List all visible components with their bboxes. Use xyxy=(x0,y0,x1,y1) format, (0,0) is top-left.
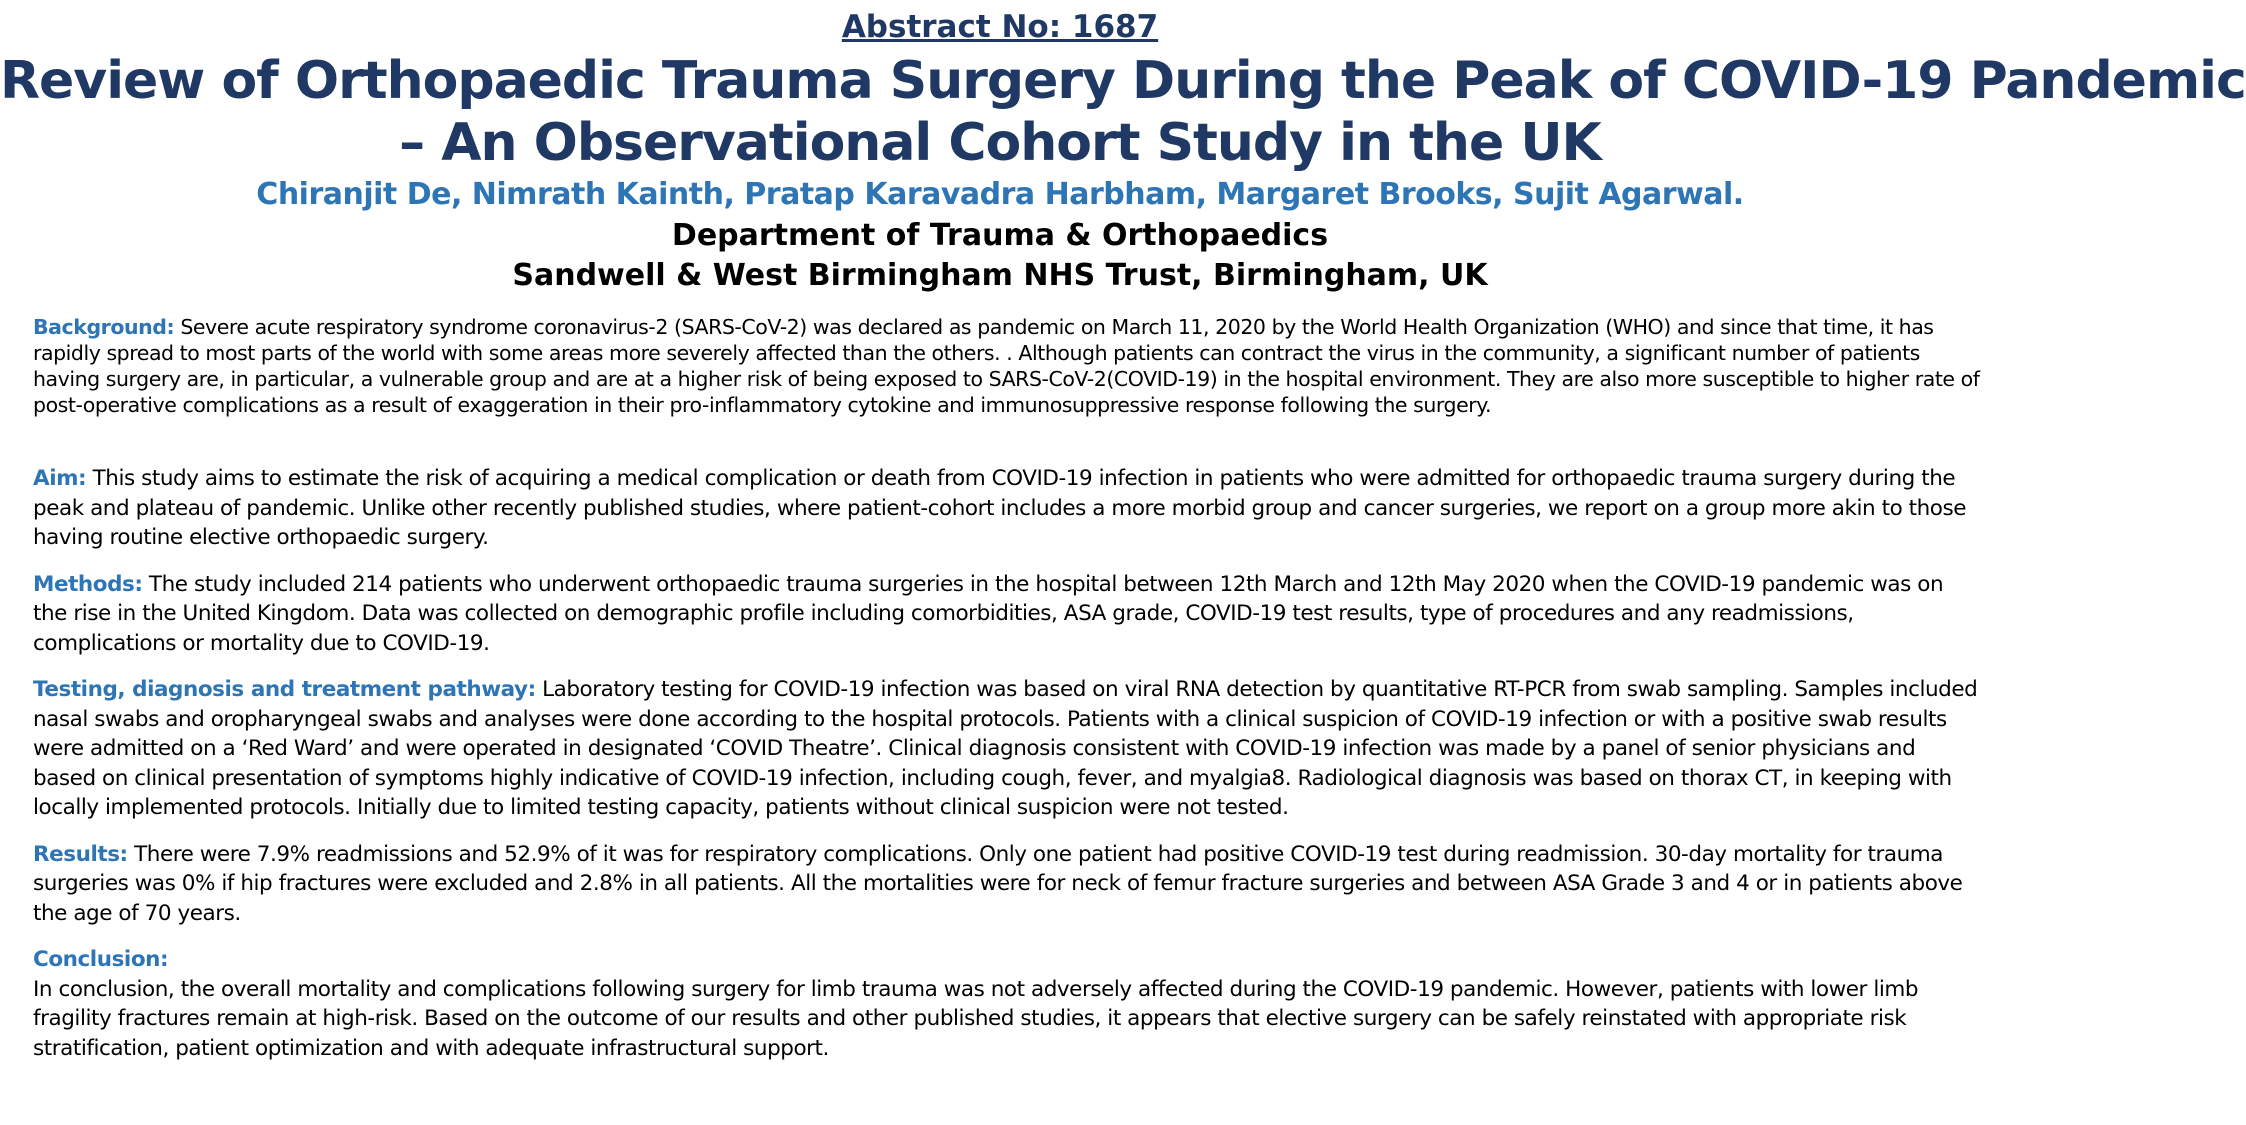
aim-text: This study aims to estimate the risk of acquiring a medical complication or death from COVID-19 infection in patients who were admitted for orthopaedic trauma surgery during the peak and plateau of pandemic. Unlike other recently published studies, where patient-cohort includes a more morbid group and cancer surgeries, we report on a group more akin to those having routine elective orthopaedic surgery. xyxy=(33,466,1967,550)
aim-label: Aim: xyxy=(33,466,87,491)
affiliation xyxy=(0,216,2000,296)
testing-text: Laboratory testing for COVID-19 infection was based on viral RNA detection by quantitative RT-PCR from swab sampling. Samples included nasal swabs and oropharyngeal swabs and analyses were done according to the hospital protocols. Patients with a clinical suspicion of COVID-19 infection or with a positive swab results were admitted on a ‘Red Ward’ and were operated in designated ‘COVID Theatre’. Clinical diagnosis consistent with COVID-19 infection was made by a panel of senior physicians and based on clinical presentation of symptoms highly indicative of COVID-19 infection, including cough, fever, and myalgia8. Radiological diagnosis was based on thorax CT, in keeping with locally implemented protocols. Initially due to limited testing capacity, patients without clinical suspicion were not tested. xyxy=(33,677,1978,820)
background-label: Background: xyxy=(33,315,175,339)
paper-title xyxy=(0,50,2246,174)
methods-label: Methods: xyxy=(33,571,143,597)
results-label: Results: xyxy=(33,841,128,867)
department: Department of Trauma & Orthopaedics xyxy=(671,218,1329,253)
section-aim xyxy=(33,464,1983,553)
section-conclusion xyxy=(33,945,1983,1063)
abstract-number: Abstract No: 1687 xyxy=(841,9,1159,45)
author-list: Chiranjit De, Nimrath Kainth, Pratap Karavadra Harbham, Margaret Brooks, Sujit Agarwal. xyxy=(256,177,1744,212)
testing-label: Testing, diagnosis and treatment pathway: xyxy=(33,677,536,702)
section-background xyxy=(33,314,1983,418)
section-testing xyxy=(33,675,1983,823)
background-text: Severe acute respiratory syndrome coronavirus-2 (SARS-CoV-2) was declared as pandemic on March 11, 2020 by the World Health Organization (WHO) and since that time, it has rapidly spread to most parts of the world with some areas more severely affected than the others. . Although patients can contract the virus in the community, a significant number of patients having surgery are, in particular, a vulnerable group and are at a higher risk of being exposed to SARS-CoV-2(COVID-19) in the hospital environment. They are also more susceptible to higher rate of post-operative complications as a result of exaggeration in their pro-inflammatory cytokine and immunosuppressive response following the surgery. xyxy=(33,315,1980,417)
section-results xyxy=(33,840,1983,929)
title-line-2: – An Observational Cohort Study in the UK xyxy=(399,113,1601,173)
institution: Sandwell & West Birmingham NHS Trust, Birmingham, UK xyxy=(512,258,1488,293)
methods-text: The study included 214 patients who underwent orthopaedic trauma surgeries in the hospital between 12th March and 12th May 2020 when the COVID-19 pandemic was on the rise in the United Kingdom. Data was collected on demographic profile including comorbidities, ASA grade, COVID-19 test results, type of procedures and any readmissions, complications or mortality due to COVID-19. xyxy=(33,571,1944,656)
section-methods xyxy=(33,570,1983,659)
title-line-1: Review of Orthopaedic Trauma Surgery During the Peak of COVID-19 Pandemic xyxy=(0,51,2246,111)
abstract-body xyxy=(33,314,1983,1063)
conclusion-text: In conclusion, the overall mortality and complications following surgery for limb trauma was not adversely affected during the COVID-19 pandemic. However, patients with lower limb fragility fractures remain at high-risk. Based on the outcome of our results and other published studies, it appears that elective surgery can be safely reinstated with appropriate risk stratification, patient optimization and with adequate infrastructural support. xyxy=(33,976,1919,1061)
results-text: There were 7.9% readmissions and 52.9% of it was for respiratory complications. Only one patient had positive COVID-19 test during readmission. 30-day mortality for trauma surgeries was 0% if hip fractures were excluded and 2.8% in all patients. All the mortalities were for neck of femur fracture surgeries and between ASA Grade 3 and 4 or in patients above the age of 70 years. xyxy=(33,841,1963,926)
conclusion-label: Conclusion: xyxy=(33,947,169,972)
